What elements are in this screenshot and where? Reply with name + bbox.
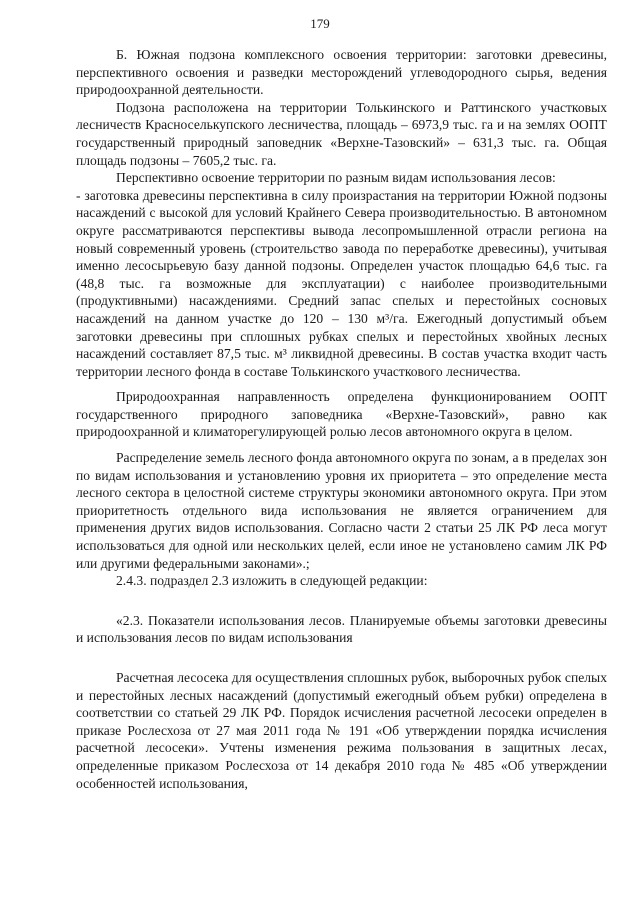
section-heading-2-3: «2.3. Показатели использования лесов. Планируемые объемы заготовки древесины и использования лесов по видам использования (76, 612, 607, 646)
paragraph-subsection-instruction: 2.4.3. подраздел 2.3 изложить в следующей редакции: (116, 573, 428, 589)
paragraph-allowable-cut: Расчетная лесосека для осуществления сплошных рубок, выборочных рубок спелых и перестойных лесных насаждений (допустимый ежегодный объем рубки) определена в соответствии со статьей 29 ЛК РФ. Порядок исчисления расчетной лесосеки определен в приказе Рослесхоза от 27 мая 2011 года № 191 «Об утверждении порядка исчисления расчетной лесосеки». Учтены изменения режима пользования в защитных лесах, определенные приказом Рослесхоза от 14 декабря 2010 года № 485 «Об утверждении особенностей использования, (76, 670, 607, 791)
paragraph-southern-subzone: Б. Южная подзона комплексного освоения территории: заготовки древесины, перспективного освоения и разведки месторождений углеводородного сырья, ведения природоохранной деятельности. (76, 47, 607, 98)
paragraph-nature-protection: Природоохранная направленность определена функционированием ООПТ государственного природного заповедника «Верхне-Тазовский», равно как природоохранной и климаторегулирующей ролью лесов автономного округа в целом. (76, 389, 607, 440)
paragraph-timber-harvesting: - заготовка древесины перспективна в силу произрастания на территории Южной подзоны насаждений с высокой для условий Крайнего Севера производительностью. В автономном округе рассматриваются перспективы вывода лесопромышленной отрасли региона на новый современный уровень (строительство завода по переработке древесины), учитывая именно лесосырьевую базу данной подзоны. Определен участок площадью 64,6 тыс. га (48,8 тыс. га возможные для эксплуатации) с наиболее производительными (продуктивными) насаждениями. Средний запас спелых и перестойных сосновых насаждений на данном участке до 120 – 130 м³/га. Ежегодный допустимый объем заготовки древесины при сплошных рубках спелых и перестойных хвойных лесных насаждений составляет 87,5 тыс. м³ ликвидной древесины. В состав участка входит часть территории лесного фонда в составе Толькинского участкового лесничества. (76, 187, 607, 379)
document-body (76, 46, 607, 792)
paragraph-land-distribution: Распределение земель лесного фонда автономного округа по зонам, а в пределах зон по видам использования и установлению уровня их приоритета – это определение места лесного сектора в целостной системе структуры экономики автономного округа. При этом приоритетность отдельного вида использования не является ограничением для применения других видов использования. Согласно части 2 статьи 25 ЛК РФ леса могут использоваться для одной или нескольких целей, если иное не установлено самим ЛК РФ или другими федеральными законами».; (76, 450, 607, 571)
paragraph-prospects-intro: Перспективно освоение территории по разным видам использования лесов: (116, 170, 556, 186)
paragraph-subzone-location: Подзона расположена на территории Толькинского и Раттинского участковых лесничеств Красноселькупского лесничества, площадь – 6973,9 тыс. га и на землях ООПТ государственный природный заповедник «Верхне-Тазовский» – 631,3 тыс. га. Общая площадь подзоны – 7605,2 тыс. га. (76, 99, 607, 168)
page-number: 179 (310, 16, 330, 31)
